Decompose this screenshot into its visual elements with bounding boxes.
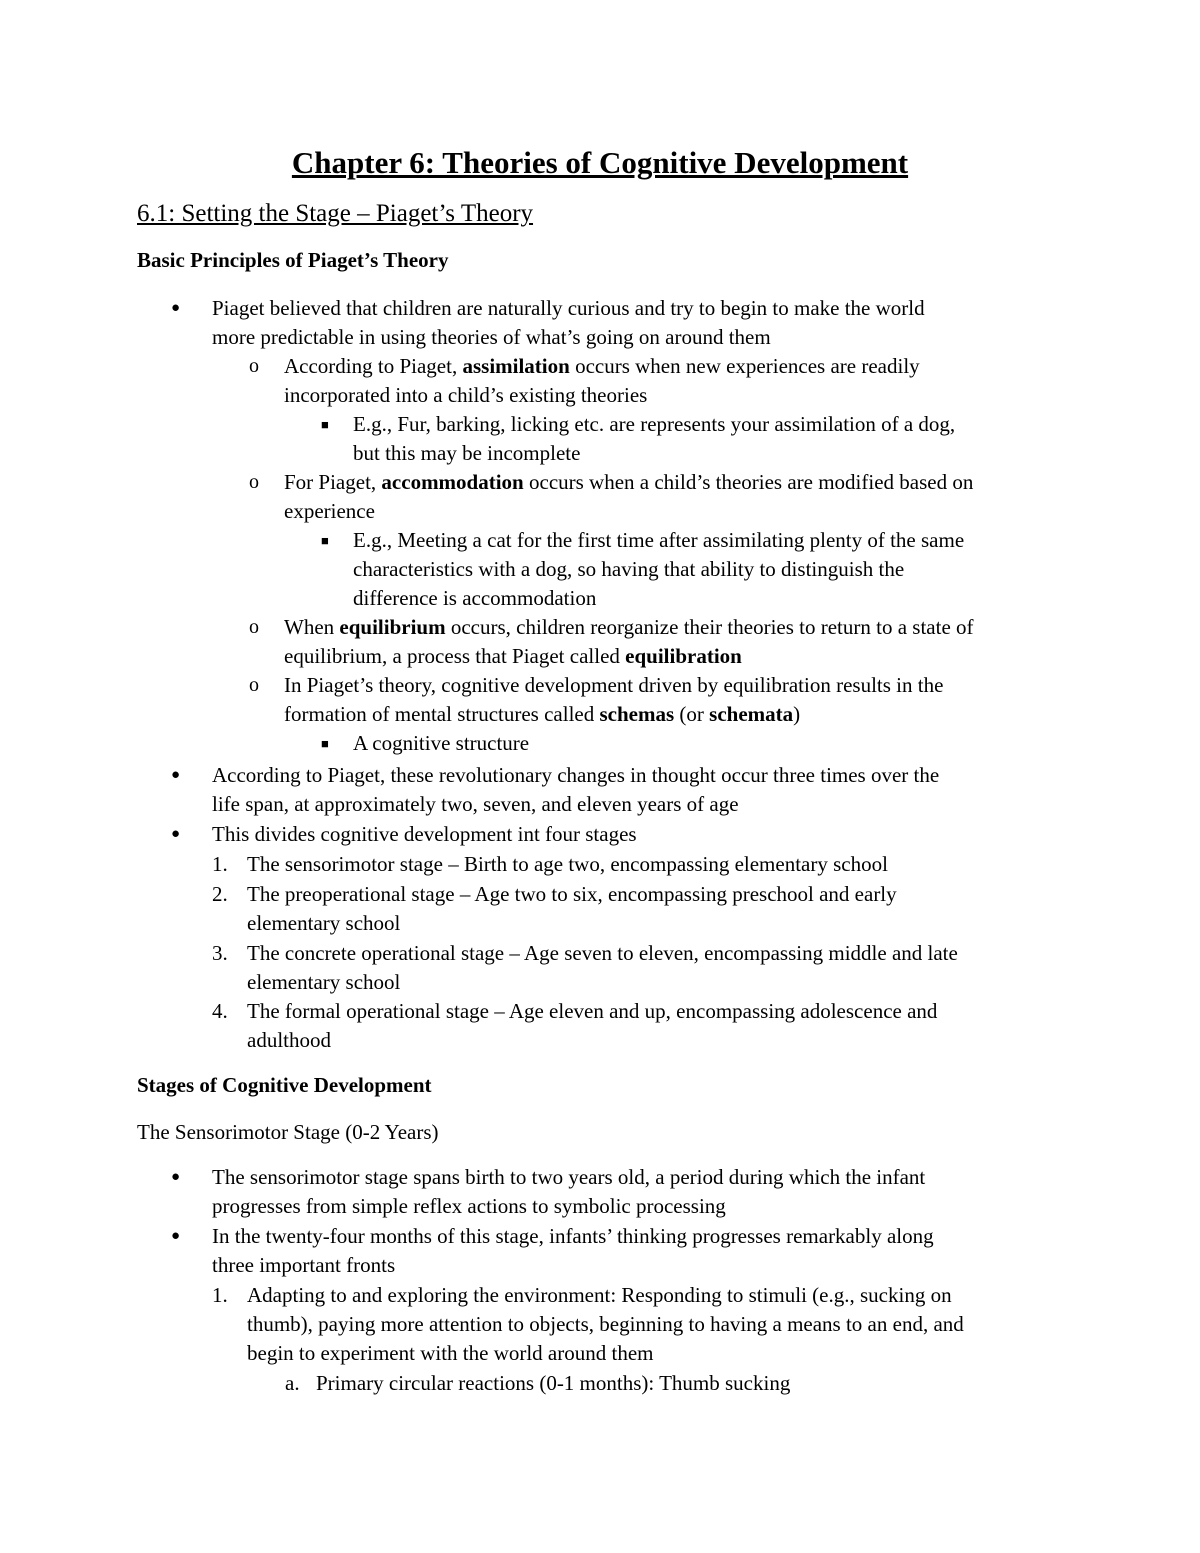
section-heading: 6.1: Setting the Stage – Piaget’s Theory [137, 200, 534, 227]
chapter-title: Chapter 6: Theories of Cognitive Development [291, 145, 909, 180]
text-run: formation of mental structures called [284, 702, 600, 726]
example-text: but this may be incomplete [353, 441, 581, 465]
text-run: equilibrium, a process that Piaget called [284, 644, 626, 668]
text-run: According to Piaget, [284, 354, 463, 378]
bullet-text: This divides cognitive development int four stages [212, 822, 637, 846]
bullet-marker: ● [171, 1169, 181, 1185]
circle-marker: o [249, 616, 259, 638]
list-item: The concrete operational stage – Age seven to eleven, encompassing middle and late [247, 941, 958, 965]
list-item: begin to experiment with the world around them [247, 1341, 654, 1365]
example-text: E.g., Fur, barking, licking etc. are represents your assimilation of a dog, [353, 412, 956, 436]
list-letter: a. [285, 1371, 300, 1395]
bullet-marker: ● [171, 826, 181, 842]
bullet-text: The sensorimotor stage spans birth to two years old, a period during which the infant [212, 1165, 926, 1189]
example-text: E.g., Meeting a cat for the first time after assimilating plenty of the same [353, 528, 965, 552]
example-text: characteristics with a dog, so having that ability to distinguish the [353, 557, 905, 581]
circle-marker: o [249, 674, 259, 696]
example-text: A cognitive structure [353, 731, 530, 755]
list-item: adulthood [247, 1028, 331, 1052]
term-assimilation: assimilation [462, 354, 570, 378]
term-equilibration: equilibration [625, 644, 742, 668]
circle-marker: o [249, 355, 259, 377]
list-number: 1. [212, 852, 228, 876]
list-item: elementary school [247, 970, 401, 994]
term-accommodation: accommodation [381, 470, 524, 494]
square-marker: ■ [321, 533, 329, 548]
text-run: For Piaget, [284, 470, 382, 494]
subbullet-text [284, 613, 974, 642]
list-item: Primary circular reactions (0-1 months): Thumb sucking [316, 1371, 791, 1395]
text-run: When [284, 615, 340, 639]
bullet-marker: ● [171, 300, 181, 316]
list-number: 1. [212, 1283, 228, 1307]
text-run: ) [793, 702, 801, 726]
list-item: The preoperational stage – Age two to six, encompassing preschool and early [247, 882, 897, 906]
list-number: 2. [212, 882, 228, 906]
list-item: Adapting to and exploring the environment: Responding to stimuli (e.g., sucking on [247, 1283, 952, 1307]
term-schemata: schemata [709, 702, 794, 726]
list-number: 3. [212, 941, 228, 965]
subbullet-text [284, 642, 742, 671]
subbullet-text: incorporated into a child’s existing theories [284, 383, 648, 407]
bullet-text: life span, at approximately two, seven, and eleven years of age [212, 792, 739, 816]
list-item: elementary school [247, 911, 401, 935]
text-run: (or [674, 702, 710, 726]
example-text: difference is accommodation [353, 586, 597, 610]
subbullet-text [284, 352, 920, 381]
bullet-text: Piaget believed that children are naturally curious and try to begin to make the world [212, 296, 925, 320]
bullet-text: progresses from simple reflex actions to symbolic processing [212, 1194, 726, 1218]
text-run: occurs when new experiences are readily [569, 354, 920, 378]
term-equilibrium: equilibrium [339, 615, 446, 639]
subbullet-text [284, 468, 973, 497]
square-marker: ■ [321, 417, 329, 432]
term-schemas: schemas [599, 702, 675, 726]
bullet-marker: ● [171, 767, 181, 783]
text-run: occurs when a child’s theories are modified based on [523, 470, 974, 494]
sensorimotor-subheading: The Sensorimotor Stage (0-2 Years) [137, 1120, 439, 1144]
list-number: 4. [212, 999, 228, 1023]
bullet-marker: ● [171, 1228, 181, 1244]
bullet-text: three important fronts [212, 1253, 396, 1277]
text-run: occurs, children reorganize their theories to return to a state of [445, 615, 974, 639]
bullet-text: more predictable in using theories of what’s going on around them [212, 325, 771, 349]
list-item: thumb), paying more attention to objects, beginning to having a means to an end, and [247, 1312, 964, 1336]
stages-heading: Stages of Cognitive Development [137, 1073, 432, 1097]
subbullet-text [284, 700, 800, 729]
list-item: The sensorimotor stage – Birth to age two, encompassing elementary school [247, 852, 888, 876]
bullet-text: According to Piaget, these revolutionary changes in thought occur three times over the [212, 763, 940, 787]
square-marker: ■ [321, 736, 329, 751]
subbullet-text: experience [284, 499, 375, 523]
bullet-text: In the twenty-four months of this stage, infants’ thinking progresses remarkably along [212, 1224, 934, 1248]
circle-marker: o [249, 471, 259, 493]
basic-principles-heading: Basic Principles of Piaget’s Theory [137, 248, 449, 272]
subbullet-text: In Piaget’s theory, cognitive development driven by equilibration results in the [284, 673, 944, 697]
list-item: The formal operational stage – Age eleven and up, encompassing adolescence and [247, 999, 938, 1023]
